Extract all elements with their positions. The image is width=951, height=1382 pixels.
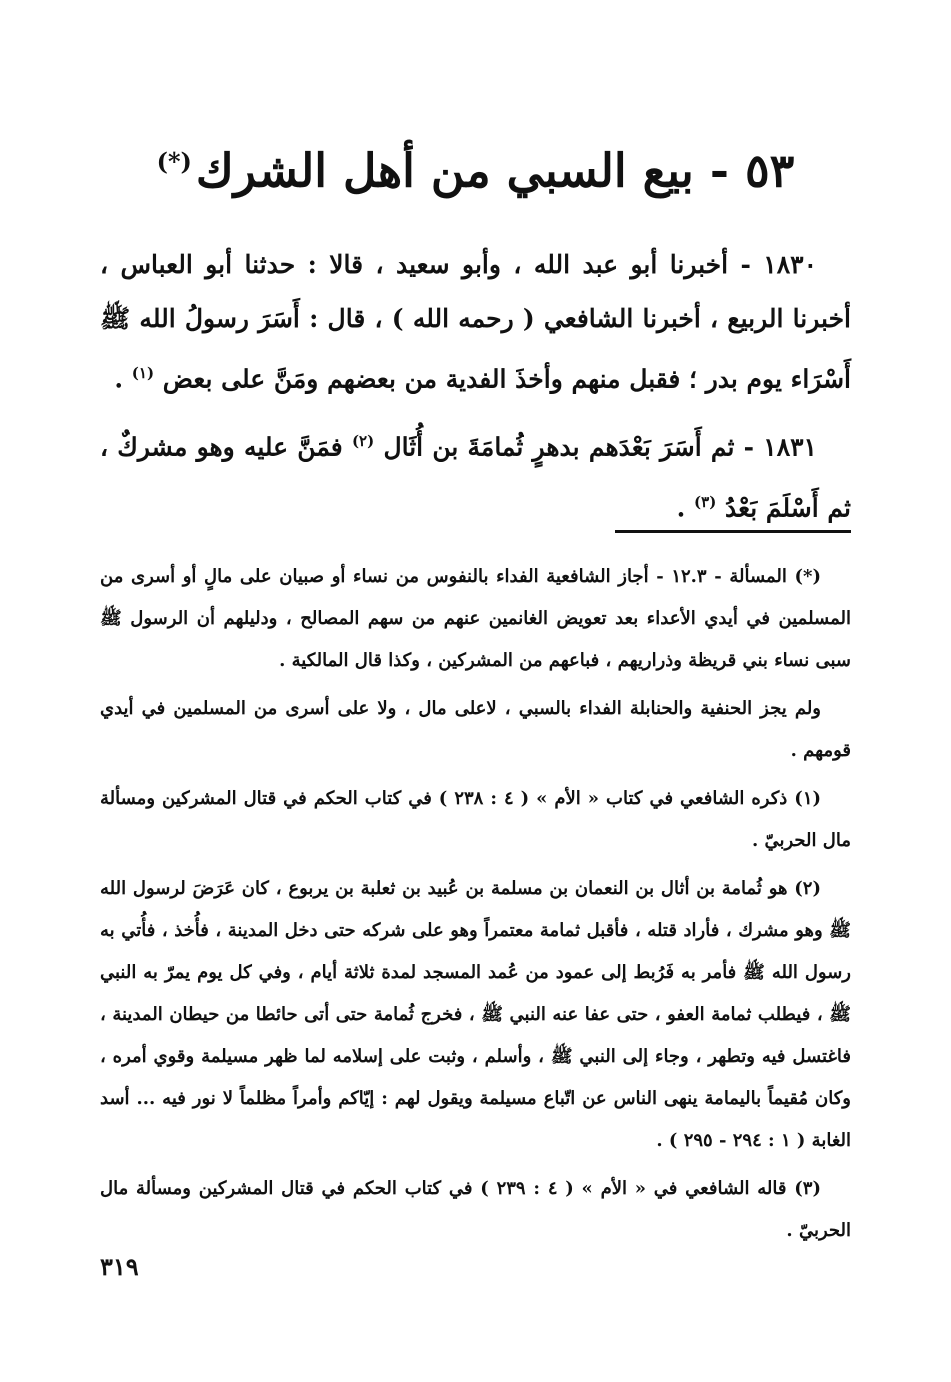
paragraph-end: . — [676, 492, 695, 522]
footnote: (*) المسألة - ١٢.٣ - أجاز الشافعية الفداء بالنفوس من نساء أو صبيان على مالٍ أو أسرى من المسلمين في أيدي الأعداء بعد تعويض الغانمين عنهم من سهم المصالح ، ودليلهم أن الرسول ﷺ سبى نساء بني قريظة وذراريهم ، فباعهم من المشركين ، وكذا قال المالكية . — [100, 566, 851, 671]
hadith-text-continued: فمَنَّ عليه وهو مشركٌ ، ثم أَسْلَمَ بَعْدُ — [100, 432, 851, 522]
hadith-text: ١٨٣٠ - أخبرنا أبو عبد الله ، وأبو سعيد ، قالا : حدثنا أبو العباس ، أخبرنا الربيع ، أخبرنا الشافعي ( رحمه الله ) ، قال : أَسَرَ رسولُ الله ﷺ أَسْرَاء يوم بدر ؛ فقبل منهم وأخذَ الفدية من بعضهم ومَنَّ على بعض — [100, 250, 851, 394]
chapter-title-text: ٥٣ - بيع السبي من أهل الشرك — [195, 143, 795, 198]
footnote-divider — [615, 530, 851, 533]
footnote: ولم يجز الحنفية والحنابلة الفداء بالسبي ، لاعلى مال ، ولا على أسرى من المسلمين في أيدي قومهم . — [100, 698, 851, 761]
footnote-ref: (٣) — [694, 492, 717, 511]
footnote: (٣) قاله الشافعي في « الأم » ( ٤ : ٢٣٩ ) في كتاب الحكم في قتال المشركين ومسألة مال الحربيّ . — [100, 1178, 851, 1241]
hadith-text: ١٨٣١ - ثم أَسَرَ بَعْدَهم بدهرٍ ثُمامَةَ بن أُثَال — [383, 432, 817, 462]
chapter-title — [100, 132, 851, 200]
paragraph-end: . — [114, 364, 132, 394]
footnote: (٢) هو ثُمامة بن أثال بن النعمان بن مسلمة بن عُبيد بن ثعلبة بن يربوع ، كان عَرَضَ لرسول الله ﷺ وهو مشرك ، فأراد قتله ، فأقبل ثمامة معتمراً وهو على شركه حتى دخل المدينة ، فأُخذ ، فأُتي به رسول الله ﷺ فأمر به فَرُبط إلى عمود من عُمد المسجد لمدة ثلاثة أيام ، وفي كل يوم يمرّ به النبي ﷺ ، فيطلب ثمامة العفو ، حتى عفا عنه النبي ﷺ ، فخرج ثُمامة حتى أتى حائطا من حيطان المدينة ، فاغتسل فيه وتطهر ، وجاء إلى النبي ﷺ ، وأسلم ، وثبت على إسلامه لما ظهر مسيلمة وقوي أمره ، وكان مُقيماً باليمامة ينهى الناس عن اتّباع مسيلمة ويقول لهم : إيّاكم وأمراً مظلماً لا نور فيه ... أسد الغابة ( ١ : ٢٩٤ - ٢٩٥ ) . — [100, 878, 851, 1151]
footnote-ref: (١) — [131, 364, 155, 382]
hadith-paragraph — [100, 238, 851, 406]
footnote-ref: (٢) — [351, 432, 375, 451]
page-number: ٣١٩ — [100, 1252, 139, 1281]
chapter-title-marker: (*) — [156, 147, 192, 176]
footnotes — [100, 556, 851, 1258]
hadith-paragraph — [100, 414, 851, 535]
footnote: (١) ذكره الشافعي في كتاب « الأم » ( ٤ : ٢٣٨ ) في كتاب الحكم في قتال المشركين ومسألة مال الحربيّ . — [100, 788, 851, 851]
main-text — [100, 238, 851, 543]
